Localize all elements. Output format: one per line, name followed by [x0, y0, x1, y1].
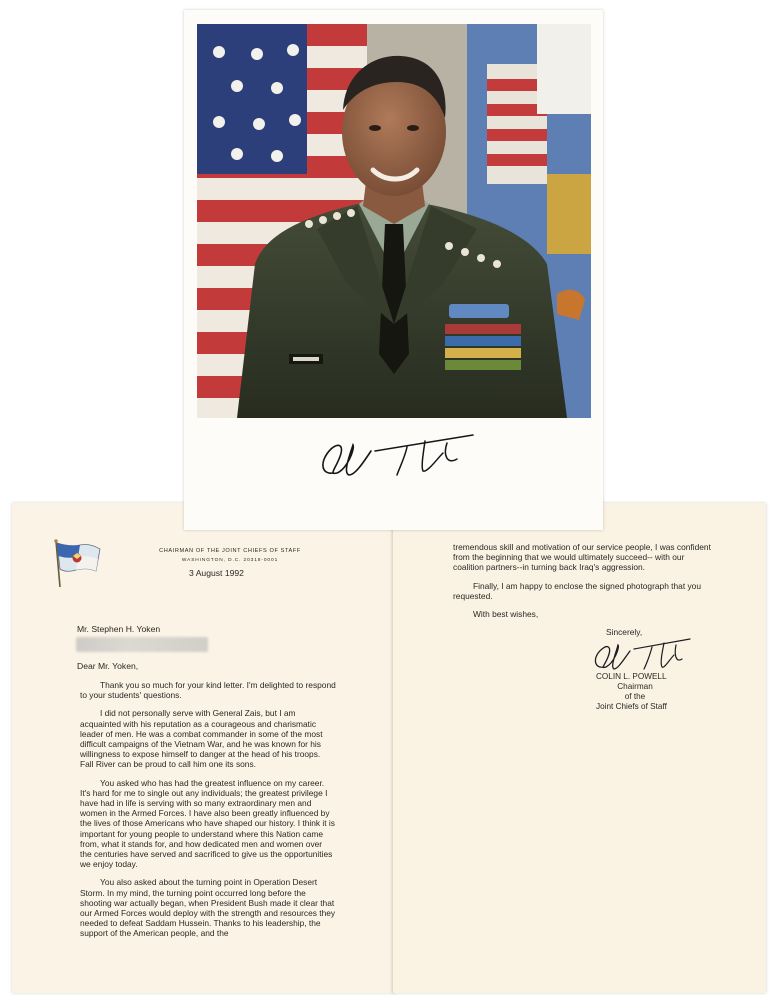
letterhead [150, 548, 310, 563]
paragraph: You asked who has had the greatest influence on my career. It's hard for me to single out any individuals; the greatest privilege I have had in life is serving with so many extraordinary men and women in the Armed Forces. I have also been greatly influenced by the lives of those Americans who have shaped our history. I think it is important for young people to understand where this Nation came from, what it stands for, and how dedicated men and women over the centuries have served and sacrificed to give us the opportunities we enjoy today. [80, 777, 335, 870]
paragraph: Finally, I am happy to enclose the signed photograph that you requested. [453, 580, 701, 601]
redacted-address [76, 637, 208, 652]
salutation: Dear Mr. Yoken, [77, 661, 139, 671]
paragraph: With best wishes, [473, 609, 539, 620]
letterhead-address: WASHINGTON, D.C. 20318-0001 [181, 558, 279, 563]
paragraph: I did not personally serve with General Zais, but I am acquainted with his reputation as a courageous and charismatic leader of men. He was a combat commander in some of the most difficult campaigns of the Vietnam War, and he was known for his willingness to expose himself to danger at the head of his troops. Fall River can be proud to call him one its sons. [80, 708, 323, 770]
signature-block [596, 672, 706, 712]
letter-body-left [80, 680, 336, 947]
paragraph: tremendous skill and motivation of our service people, I was confident from the beginning that we would ultimately succeed-- with our coalition partners--in turning back Iraq's aggression. [453, 542, 711, 573]
portrait-photo [197, 24, 591, 418]
signer-name: COLIN L. POWELL [596, 672, 667, 681]
page-fold [392, 503, 393, 993]
closing: Sincerely, [606, 627, 643, 637]
signer-title: Joint Chiefs of Staff [596, 702, 667, 711]
paragraph: You also asked about the turning point in Operation Desert Storm. In my mind, the turning point occurred long before the shooting war actually began, when President Bush made it clear that our Armed Forces would deploy with the strength and resources they needed to defeat Saddam Hussein. Thanks to his leadership, the support of the American people, and the [80, 877, 336, 939]
photo-signature [315, 425, 485, 490]
letter-date: 3 August 1992 [189, 568, 244, 578]
signer-title: Chairman [617, 682, 653, 691]
paragraph: Thank you so much for your kind letter. I'm delighted to respond to your students' questions. [80, 680, 336, 701]
letter-body-right [453, 542, 713, 627]
letterhead-title: CHAIRMAN OF THE JOINT CHIEFS OF STAFF [159, 548, 301, 554]
signer-title: of the [624, 692, 646, 701]
jcs-flag-icon [50, 537, 106, 589]
addressee: Mr. Stephen H. Yoken [77, 624, 161, 634]
